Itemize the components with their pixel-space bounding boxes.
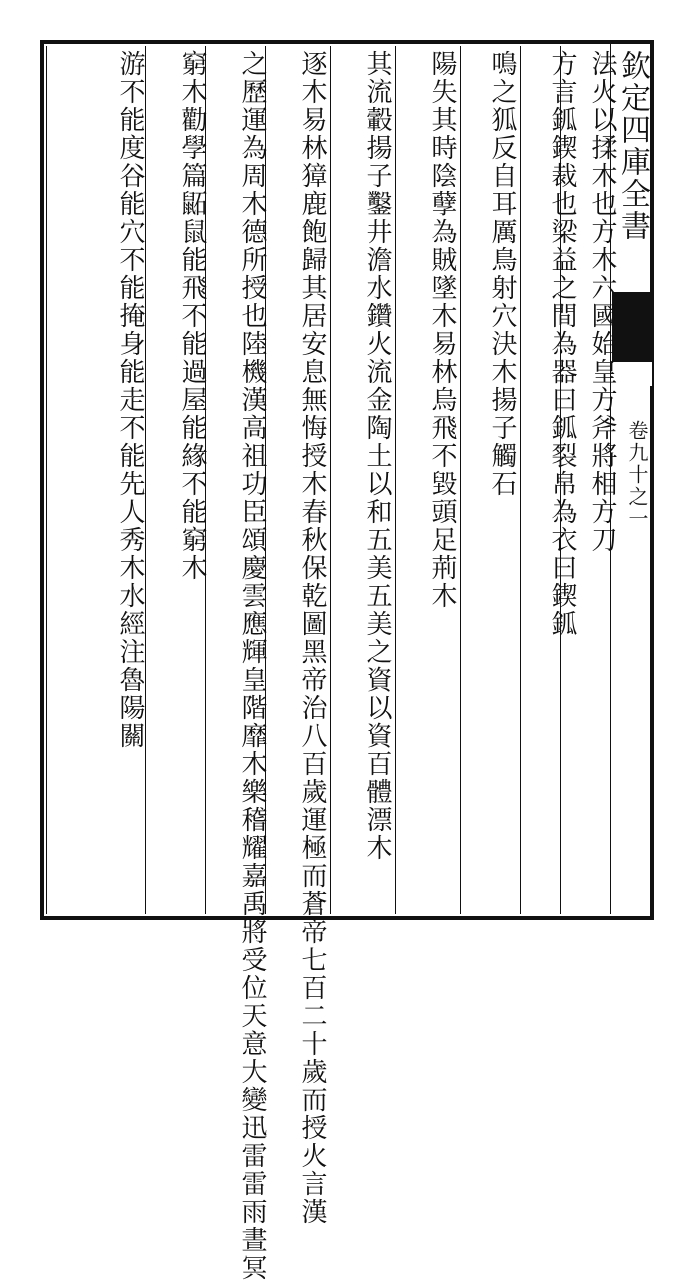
column-text: 方言鈲鍥裁也梁益之間為器曰鈲裂帛為衣曰鍥鈲	[547, 50, 577, 638]
text-column-8	[150, 50, 206, 910]
column-text: 游不能度谷能穴不能掩身能走不能先人秀木水經注魯陽關	[115, 50, 145, 750]
text-column-5	[335, 50, 391, 910]
column-text: 陽失其時陰孽為賊墜木易林烏飛不毀頭足荊木	[427, 50, 457, 610]
text-column-6	[270, 50, 327, 1226]
column-text: 其流轂揚子鑿井澹水鑽火流金陶土以和五美五美之資以資百體漂木	[362, 50, 392, 862]
text-column-7	[210, 50, 267, 1282]
volume-label: 卷九十之一	[625, 420, 649, 530]
text-column-3	[460, 50, 516, 910]
column-rule	[395, 46, 396, 914]
book-title: 欽定四庫全書	[615, 50, 650, 242]
text-column-4	[400, 50, 456, 910]
column-text: 法火以揉木也方木六國始皇方斧將相方刀	[587, 50, 617, 554]
column-text: 之歷運為周木德所授也陸機漢高祖功臣頌慶雲應輝皇階靡木樂稽耀嘉禹將受位天意大變迅雷雷雨晝冥	[237, 50, 267, 1282]
column-text: 鳴之狐反自耳厲鳥射穴決木揚子觸石	[487, 50, 517, 498]
text-column-2	[520, 50, 576, 910]
column-rule	[145, 46, 146, 914]
text-column-9	[88, 50, 144, 910]
column-text: 窮木勸學篇鼫鼠能飛不能過屋能緣不能窮木	[177, 50, 207, 582]
fish-tail-mark-top	[612, 292, 652, 362]
column-text: 逐木易林獐鹿飽歸其居安息無悔授木春秋保乾圖黑帝治八百歲運極而蒼帝七百二十歲而授火言漢	[297, 50, 327, 1226]
fish-tail-gap	[612, 362, 652, 386]
column-rule	[330, 46, 331, 914]
